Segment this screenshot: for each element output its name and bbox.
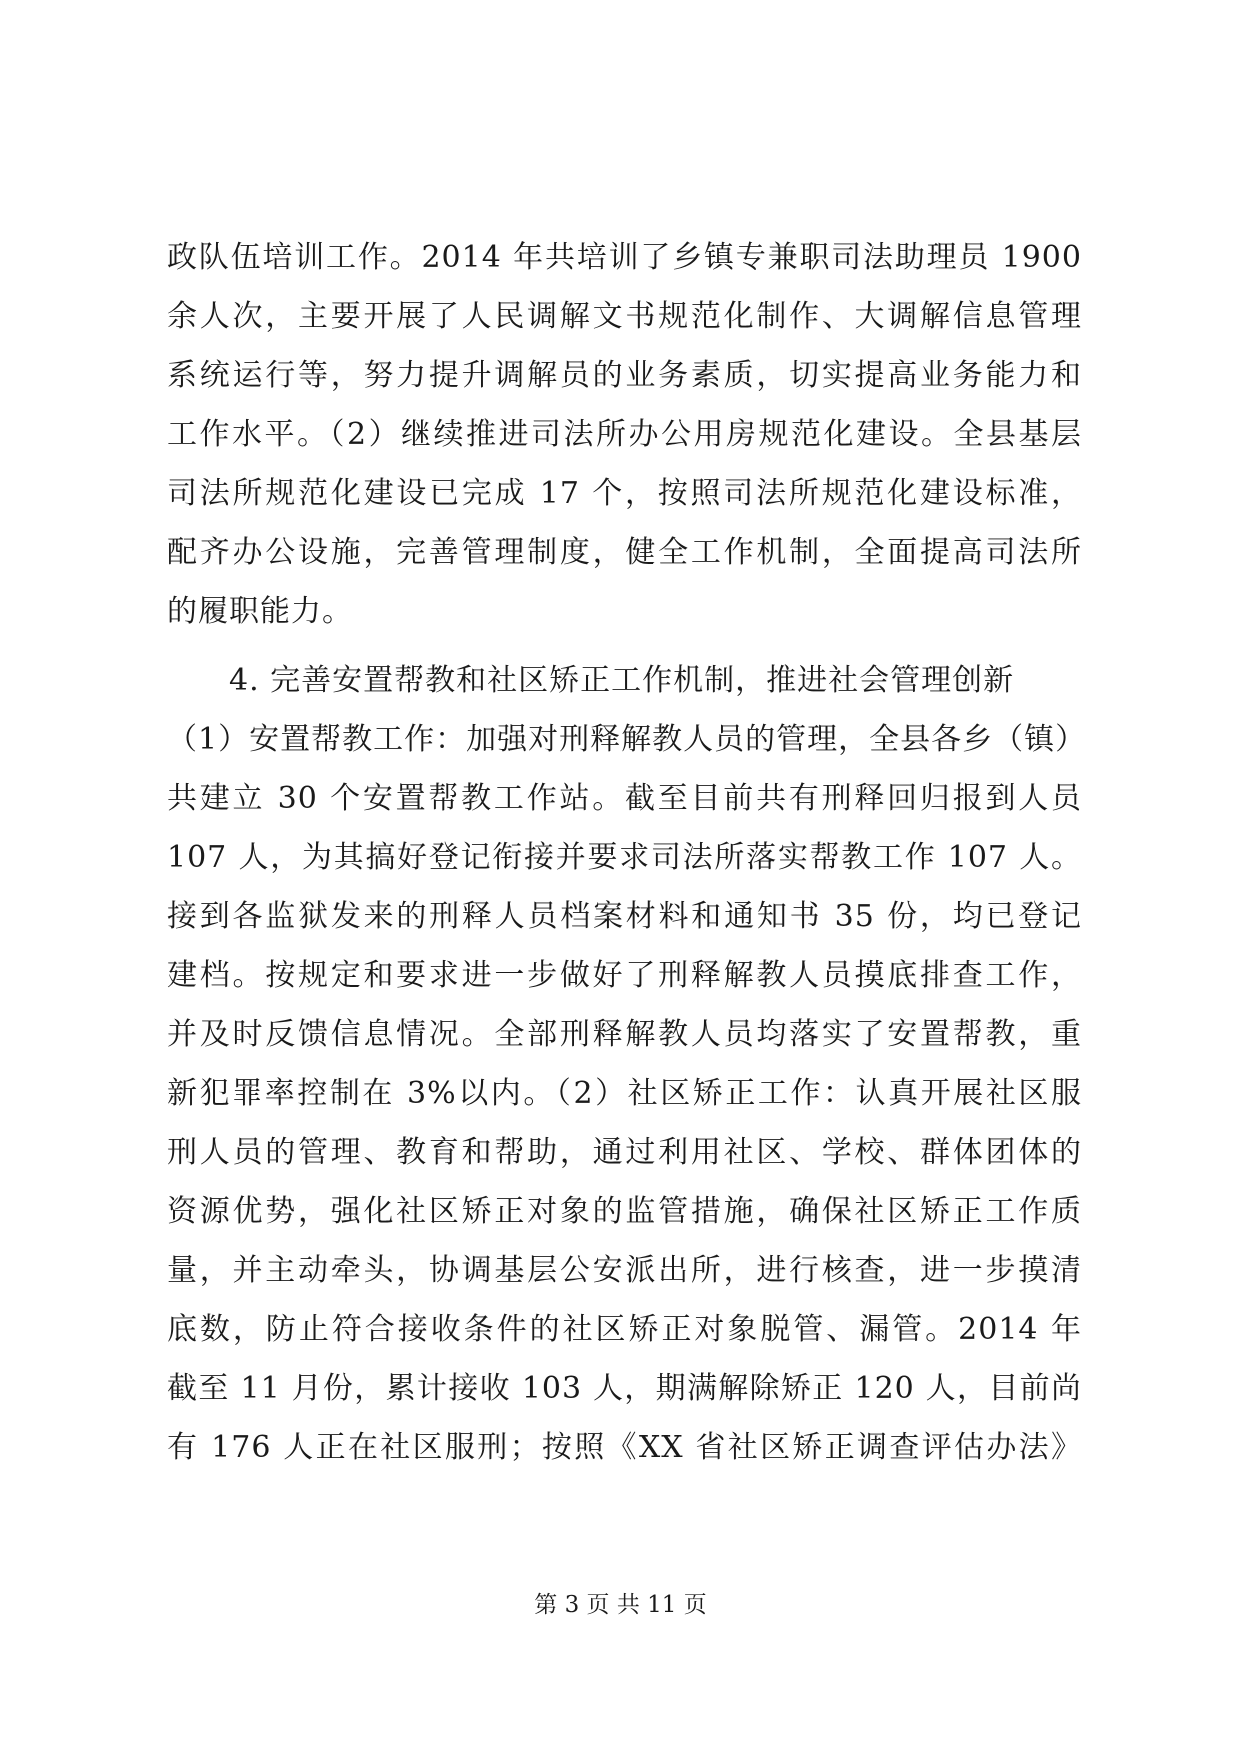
paragraph-1-line-6: 配齐办公设施，完善管理制度，健全工作机制，全面提高司法所 bbox=[167, 535, 1082, 570]
paragraph-1-line-7: 的履职能力。 bbox=[167, 594, 353, 629]
body-text bbox=[167, 228, 1087, 1477]
paragraph-2-line-7: 并及时反馈信息情况。全部刑释解教人员均落实了安置帮教，重 bbox=[167, 1017, 1082, 1052]
paragraph-2-line-2: （1）安置帮教工作：加强对刑释解教人员的管理，全县各乡（镇） bbox=[167, 722, 1087, 757]
paragraph-2-line-8: 新犯罪率控制在 3%以内。（2）社区矫正工作：认真开展社区服 bbox=[167, 1076, 1082, 1111]
paragraph-2-line-3: 共建立 30 个安置帮教工作站。截至目前共有刑释回归报到人员 bbox=[167, 781, 1082, 816]
paragraph-2-line-13: 截至 11 月份，累计接收 103 人，期满解除矫正 120 人，目前尚 bbox=[167, 1371, 1082, 1406]
paragraph-2-line-12: 底数，防止符合接收条件的社区矫正对象脱管、漏管。2014 年 bbox=[167, 1312, 1082, 1347]
paragraph-2-line-4: 107 人，为其搞好登记衔接并要求司法所落实帮教工作 107 人。 bbox=[167, 840, 1082, 875]
paragraph-1-line-4: 工作水平。（2）继续推进司法所办公用房规范化建设。全县基层 bbox=[167, 417, 1082, 452]
paragraph-2-line-5: 接到各监狱发来的刑释人员档案材料和通知书 35 份，均已登记 bbox=[167, 899, 1082, 934]
paragraph-2-line-6: 建档。按规定和要求进一步做好了刑释解教人员摸底排查工作， bbox=[167, 958, 1082, 993]
paragraph-1-line-1: 政队伍培训工作。2014 年共培训了乡镇专兼职司法助理员 1900 bbox=[167, 240, 1082, 275]
paragraph-2-line-14: 有 176 人正在社区服刑；按照《XX 省社区矫正调查评估办法》 bbox=[167, 1430, 1082, 1465]
paragraph-gap bbox=[167, 641, 1082, 651]
page-number-footer: 第 3 页 共 11 页 bbox=[534, 1592, 707, 1618]
paragraph-1-line-3: 系统运行等，努力提升调解员的业务素质，切实提高业务能力和 bbox=[167, 358, 1082, 393]
section-heading-4: 4. 完善安置帮教和社区矫正工作机制，推进社会管理创新 bbox=[229, 663, 1015, 698]
paragraph-2-line-10: 资源优势，强化社区矫正对象的监管措施，确保社区矫正工作质 bbox=[167, 1194, 1082, 1229]
paragraph-1-line-5: 司法所规范化建设已完成 17 个，按照司法所规范化建设标准， bbox=[167, 476, 1082, 511]
paragraph-2-line-9: 刑人员的管理、教育和帮助，通过利用社区、学校、群体团体的 bbox=[167, 1135, 1082, 1170]
paragraph-1-line-2: 余人次，主要开展了人民调解文书规范化制作、大调解信息管理 bbox=[167, 299, 1082, 334]
paragraph-2-line-11: 量，并主动牵头，协调基层公安派出所，进行核查，进一步摸清 bbox=[167, 1253, 1082, 1288]
